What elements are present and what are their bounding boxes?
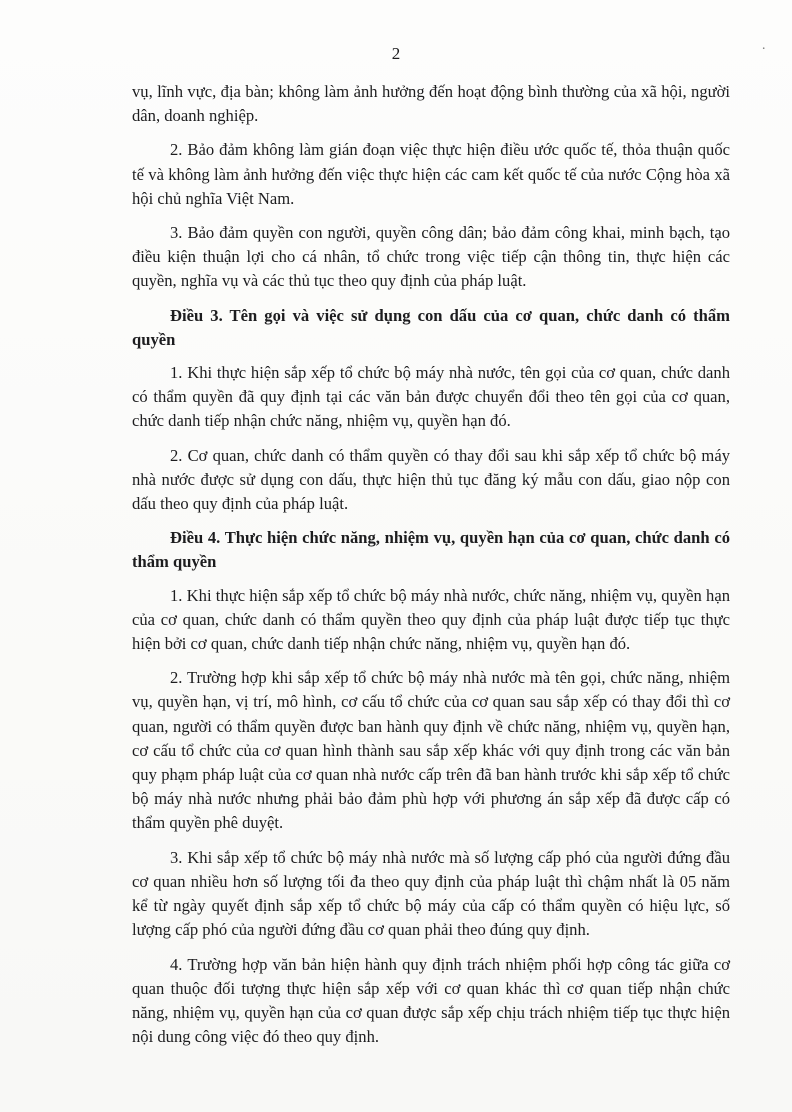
paragraph: 2. Trường hợp khi sắp xếp tổ chức bộ máy nhà nước mà tên gọi, chức năng, nhiệm vụ, quyền hạn, vị trí, mô hình, cơ cấu tổ chức của cơ quan sau sắp xếp có thay đổi thì cơ quan, người có thẩm quyền được ban hành quy định về chức năng, nhiệm vụ, quyền hạn, cơ cấu tổ chức của cơ quan hình thành sau sắp xếp khác với quy định trong các văn bản quy phạm pháp luật của cơ quan nhà nước cấp trên đã ban hành trước khi sắp xếp tổ chức bộ máy nhà nước nhưng phải bảo đảm phù hợp với phương án sắp xếp đã được cấp có thẩm quyền phê duyệt. xyxy=(132,668,730,833)
paragraph: 1. Khi thực hiện sắp xếp tổ chức bộ máy nhà nước, tên gọi của cơ quan, chức danh có thẩm quyền đã quy định tại các văn bản được chuyển đổi theo tên gọi của cơ quan, chức danh tiếp nhận chức năng, nhiệm vụ, quyền hạn đó. xyxy=(132,363,730,431)
paragraph: 1. Khi thực hiện sắp xếp tổ chức bộ máy nhà nước, chức năng, nhiệm vụ, quyền hạn của cơ quan, chức danh có thẩm quyền theo quy định của pháp luật được tiếp tục thực hiện bởi cơ quan, chức danh tiếp nhận chức năng, nhiệm vụ, quyền hạn đó. xyxy=(132,585,730,654)
paragraph: 2. Bảo đảm không làm gián đoạn việc thực hiện điều ước quốc tế, thỏa thuận quốc tế và không làm ảnh hưởng đến việc thực hiện các cam kết quốc tế của nước Cộng hòa xã hội chủ nghĩa Việt Nam. xyxy=(132,140,730,208)
paragraph: 3. Khi sắp xếp tổ chức bộ máy nhà nước mà số lượng cấp phó của người đứng đầu cơ quan nhiều hơn số lượng tối đa theo quy định của pháp luật thì chậm nhất là 05 năm kể từ ngày quyết định sắp xếp tổ chức bộ máy của cấp có thẩm quyền có hiệu lực, số lượng cấp phó của người đứng đầu cơ quan phải theo đúng quy định. xyxy=(132,847,730,940)
paragraph-continuation: vụ, lĩnh vực, địa bàn; không làm ảnh hưởng đến hoạt động bình thường của xã hội, người dân, doanh nghiệp. xyxy=(132,82,730,126)
page-number: 2 xyxy=(391,44,401,63)
article-heading: Điều 4. Thực hiện chức năng, nhiệm vụ, quyền hạn của cơ quan, chức danh có thẩm quyền xyxy=(132,528,730,572)
paragraph: 4. Trường hợp văn bản hiện hành quy định trách nhiệm phối hợp công tác giữa cơ quan thuộc đối tượng thực hiện sắp xếp với cơ quan khác thì cơ quan tiếp nhận chức năng, nhiệm vụ, quyền hạn của cơ quan được sắp xếp chịu trách nhiệm tiếp tục thực hiện nội dung công việc đó theo quy định. xyxy=(132,954,730,1047)
paragraph: 3. Bảo đảm quyền con người, quyền công dân; bảo đảm công khai, minh bạch, tạo điều kiện thuận lợi cho cá nhân, tổ chức trong việc tiếp cận thông tin, thực hiện các quyền, nghĩa vụ và các thủ tục theo quy định của pháp luật. xyxy=(132,223,730,291)
paragraph: 2. Cơ quan, chức danh có thẩm quyền có thay đổi sau khi sắp xếp tổ chức bộ máy nhà nước được sử dụng con dấu, thực hiện thủ tục đăng ký mẫu con dấu, giao nộp con dấu theo quy định của pháp luật. xyxy=(132,445,730,514)
corner-mark: · xyxy=(761,42,766,57)
article-heading: Điều 3. Tên gọi và việc sử dụng con dấu của cơ quan, chức danh có thẩm quyền xyxy=(132,305,730,349)
document-body xyxy=(132,80,730,1059)
